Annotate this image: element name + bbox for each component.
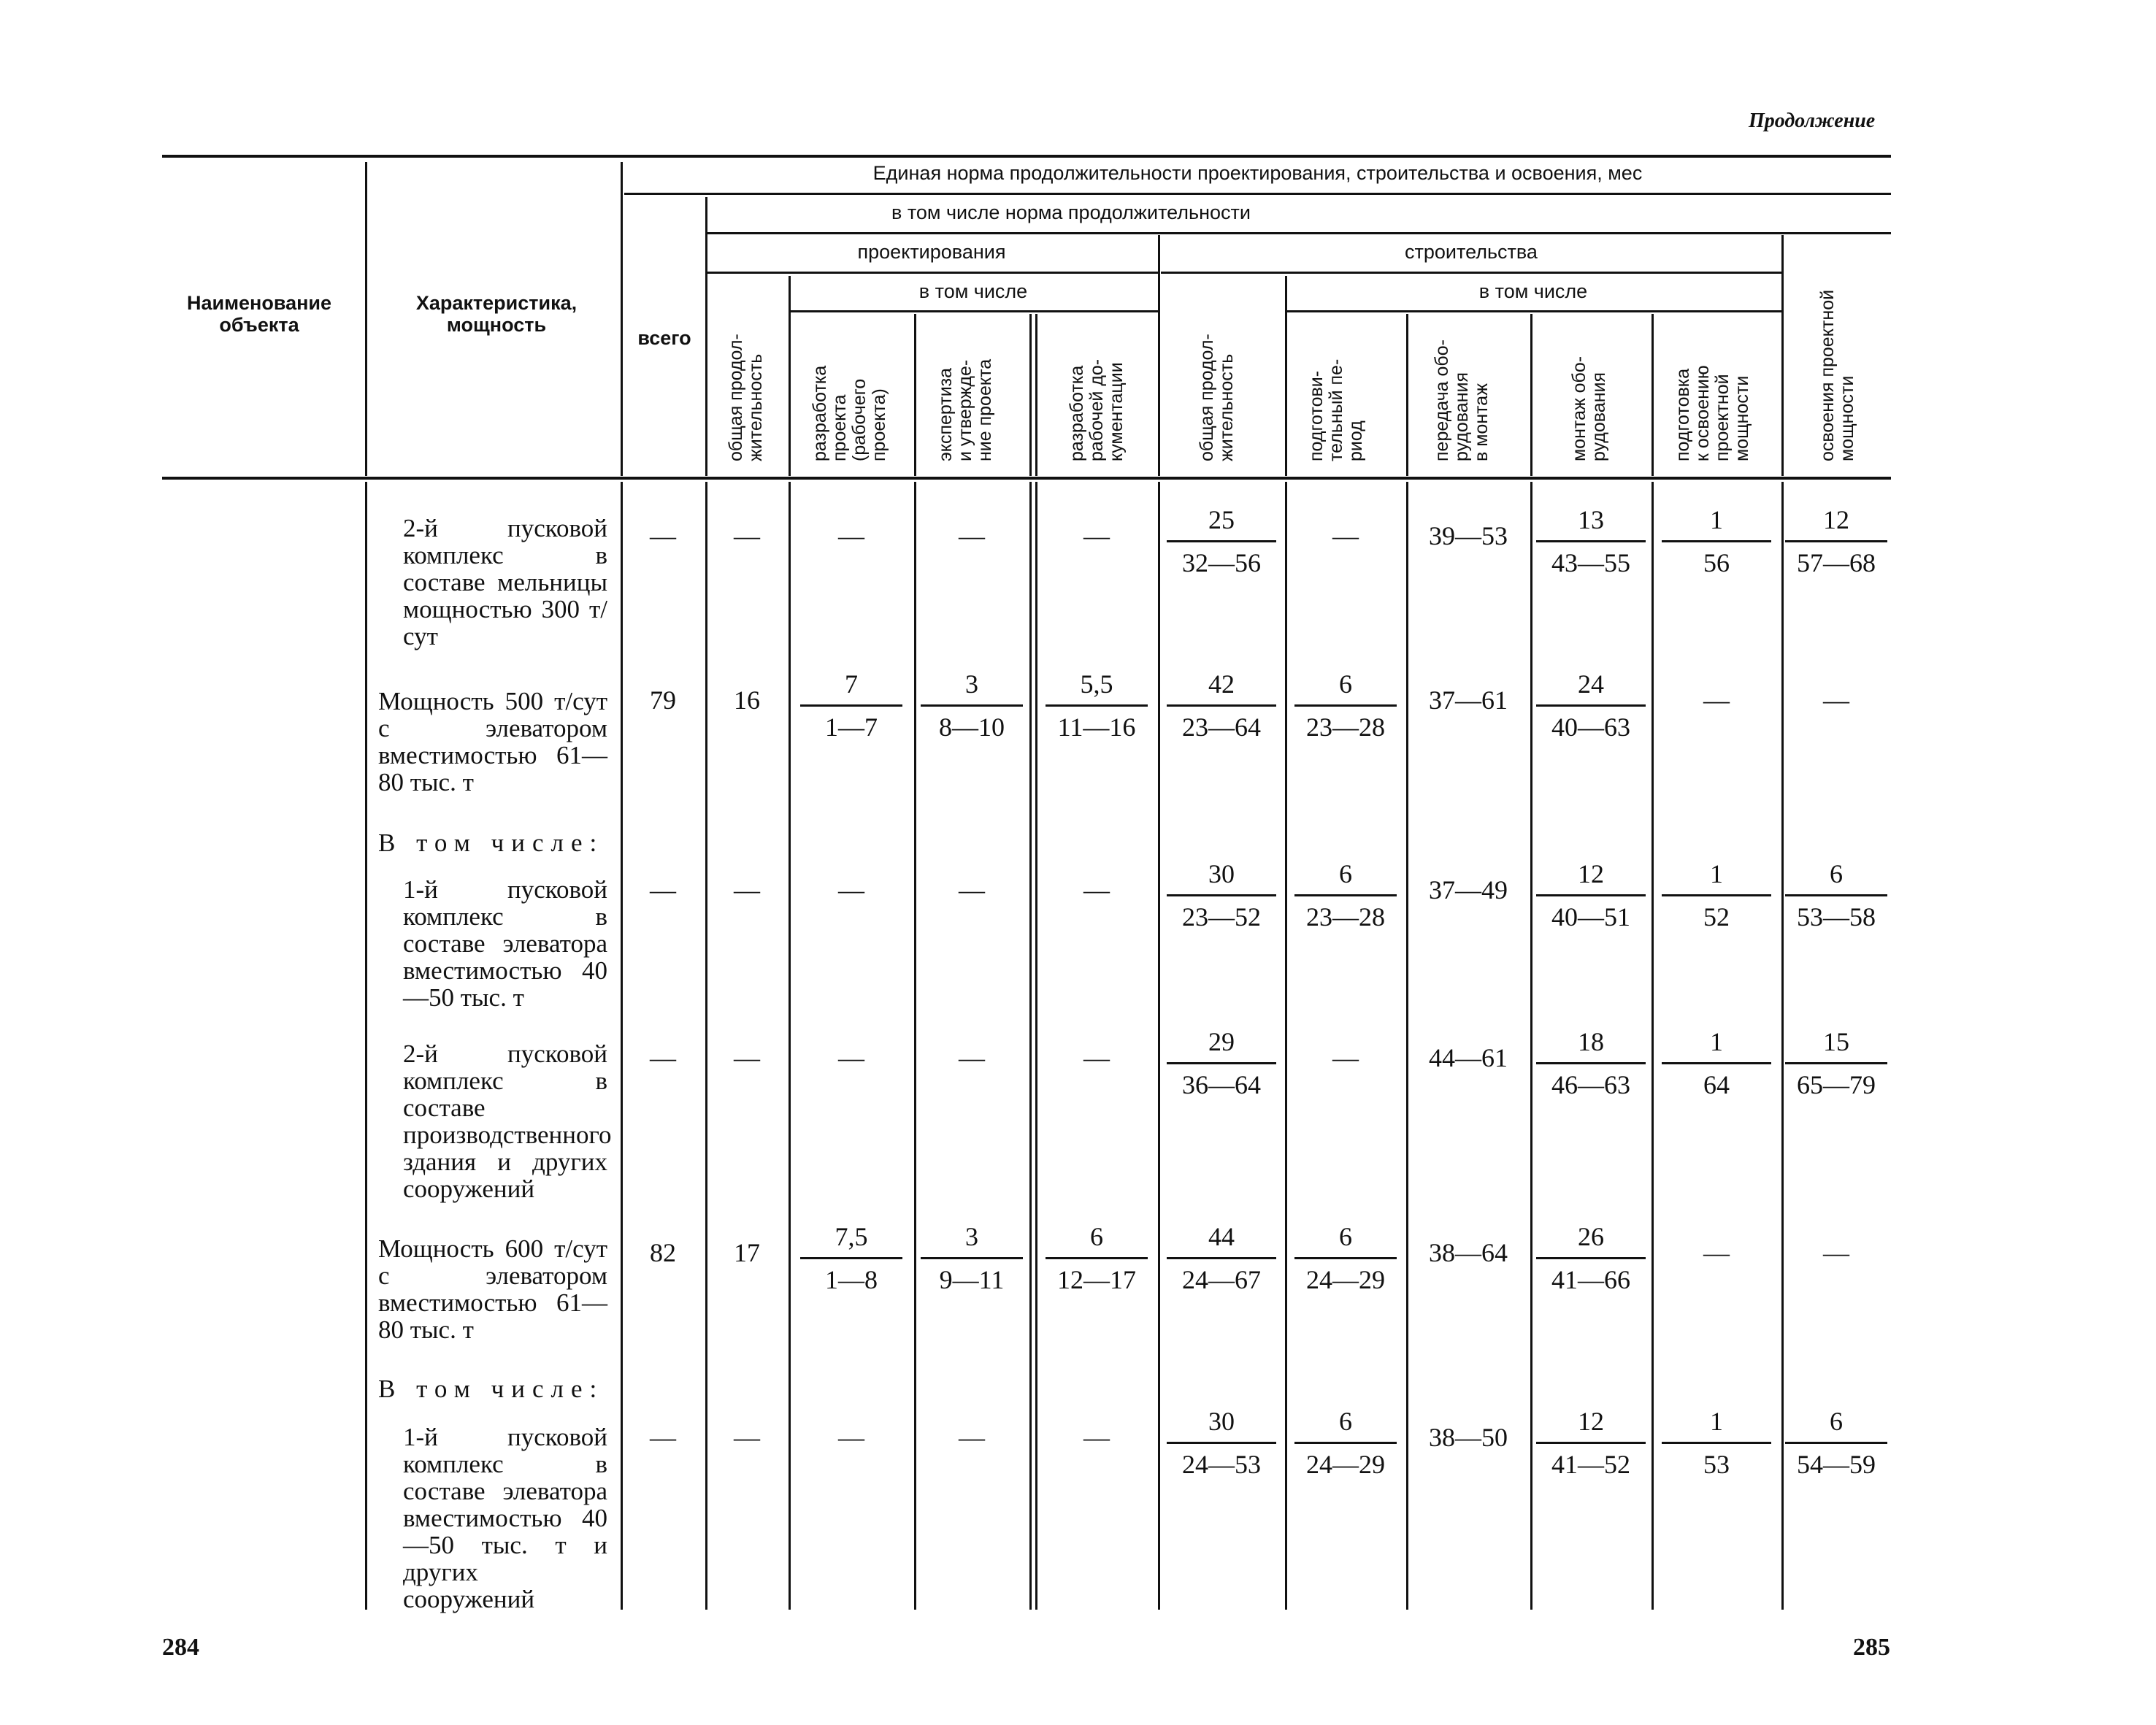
row-description: 2-й пусковой комплекс в составе производственного здания и других сооружений [403, 1040, 612, 1203]
value-cell: — [838, 875, 864, 904]
fraction-bar [1536, 540, 1646, 542]
value-cell: — [1823, 1238, 1849, 1267]
fraction-cell: 3 8—10 [921, 669, 1023, 742]
fraction-cell: 44 24—67 [1167, 1222, 1276, 1294]
col-header-expertise: экспертиза и утвержде- ние проекта [935, 358, 995, 461]
value-cell: — [650, 1423, 676, 1452]
header-rule-design [705, 272, 1158, 274]
col-header-equip-install: монтаж обо- рудования [1569, 356, 1609, 461]
col-header-constr-total: общая продол- жительность [1197, 334, 1237, 461]
value-cell: — [1703, 685, 1730, 715]
fraction-bar [1536, 1257, 1646, 1259]
fraction-cell: 7,5 1—8 [800, 1222, 902, 1294]
fraction-cell: 30 23—52 [1167, 859, 1276, 931]
fraction-bar [1167, 704, 1276, 707]
fraction-cell: 6 53—58 [1785, 859, 1887, 931]
fraction-bar [1294, 1257, 1397, 1259]
fraction-bar [1167, 1062, 1276, 1064]
value-cell: — [734, 875, 760, 904]
header-bottom-rule [162, 477, 1891, 480]
value-cell: — [959, 875, 985, 904]
fraction-bar [1046, 1257, 1148, 1259]
header-name: Наименование объекта [186, 292, 332, 336]
value-cell: 38—64 [1429, 1238, 1508, 1267]
fraction-cell: 5,5 11—16 [1046, 669, 1148, 742]
value-cell: — [959, 1043, 985, 1072]
value-cell: — [959, 521, 985, 550]
col-header-preparatory: подготови- тельный пе- риод [1306, 358, 1366, 461]
fraction-cell: 1 56 [1662, 505, 1771, 577]
fraction-cell: 6 24—29 [1294, 1407, 1397, 1479]
value-cell: — [650, 521, 676, 550]
fraction-cell: 6 54—59 [1785, 1407, 1887, 1479]
fraction-cell: 12 57—68 [1785, 505, 1887, 577]
fraction-cell: 6 23—28 [1294, 669, 1397, 742]
fraction-bar [921, 704, 1023, 707]
fraction-bar [1294, 1442, 1397, 1444]
fraction-bar [800, 1257, 902, 1259]
fraction-cell: 1 52 [1662, 859, 1771, 931]
value-cell: 44—61 [1429, 1043, 1508, 1072]
value-cell: — [1703, 1238, 1730, 1267]
value-cell: — [734, 1423, 760, 1452]
value-cell: — [650, 875, 676, 904]
value-cell: 37—61 [1429, 685, 1508, 715]
fraction-cell: 42 23—64 [1167, 669, 1276, 742]
fraction-cell: 26 41—66 [1536, 1222, 1646, 1294]
fraction-bar [800, 704, 902, 707]
fraction-cell: 3 9—11 [921, 1222, 1023, 1294]
fraction-bar [1046, 704, 1148, 707]
fraction-cell: 12 41—52 [1536, 1407, 1646, 1479]
fraction-bar [1167, 894, 1276, 896]
value-cell: — [1083, 1043, 1110, 1072]
header-incl-norm: в том числе норма продолжительности [891, 201, 1251, 223]
value-cell: 79 [650, 685, 676, 715]
fraction-bar [1662, 1442, 1771, 1444]
fraction-cell: 30 24—53 [1167, 1407, 1276, 1479]
value-cell: — [1083, 1423, 1110, 1452]
row-description: Мощность 500 т/сут с элеватором вместимостью 61—80 тыс. т [378, 687, 607, 796]
value-cell: — [734, 1043, 760, 1072]
fraction-bar [1785, 1062, 1887, 1064]
value-cell: 17 [734, 1238, 760, 1267]
value-cell: — [959, 1423, 985, 1452]
col-header-working-docs: разработка рабочей до- кументации [1067, 358, 1127, 461]
fraction-bar [1294, 894, 1397, 896]
header-rule-1 [624, 193, 1891, 195]
fraction-bar [1536, 1062, 1646, 1064]
value-cell: — [838, 521, 864, 550]
header-top: Единая норма продолжительности проектирования, строительства и освоения, мес [872, 162, 1643, 184]
header-design-incl: в том числе [918, 280, 1028, 302]
page-number-right: 285 [1853, 1634, 1890, 1661]
fraction-bar [1785, 894, 1887, 896]
fraction-bar [1167, 1442, 1276, 1444]
continuation-label: Продолжение [1749, 110, 1876, 132]
value-cell: — [1332, 1043, 1359, 1072]
fraction-cell: 24 40—63 [1536, 669, 1646, 742]
fraction-bar [1662, 540, 1771, 542]
fraction-cell: 15 65—79 [1785, 1027, 1887, 1099]
fraction-bar [1536, 1442, 1646, 1444]
header-design: проектирования [857, 241, 1006, 263]
fraction-bar [1785, 540, 1887, 542]
fraction-bar [1662, 1062, 1771, 1064]
header-construction-incl: в том числе [1478, 280, 1588, 302]
col-header-equip-transfer: передача обо- рудования в монтаж [1432, 339, 1492, 461]
fraction-bar [1167, 540, 1276, 542]
header-top-rule [162, 155, 1891, 158]
fraction-cell: 6 12—17 [1046, 1222, 1148, 1294]
value-cell: 39—53 [1429, 521, 1508, 550]
header-rule-construction [1161, 272, 1781, 274]
value-cell: 16 [734, 685, 760, 715]
value-cell: — [1332, 521, 1359, 550]
header-construction: строительства [1405, 241, 1538, 263]
header-rule-constr-incl [1285, 310, 1781, 312]
fraction-cell: 1 53 [1662, 1407, 1771, 1479]
value-cell: 82 [650, 1238, 676, 1267]
col-header-design-total: общая продол- жительность [726, 334, 766, 461]
fraction-cell: 13 43—55 [1536, 505, 1646, 577]
fraction-cell: 18 46—63 [1536, 1027, 1646, 1099]
fraction-cell: 1 64 [1662, 1027, 1771, 1099]
fraction-bar [1662, 894, 1771, 896]
col-header-mastering: освоения проектной мощности [1817, 289, 1857, 461]
fraction-bar [1536, 704, 1646, 707]
value-cell: — [838, 1423, 864, 1452]
value-cell: — [838, 1043, 864, 1072]
fraction-bar [1294, 704, 1397, 707]
value-cell: 38—50 [1429, 1423, 1508, 1452]
value-cell: — [1823, 685, 1849, 715]
col-header-project-dev: разработка проекта (рабочего проекта) [810, 365, 889, 461]
fraction-cell: 6 23—28 [1294, 859, 1397, 931]
row-description: 1-й пусковой комплекс в составе элеватора вместимостью 40—50 тыс. т [403, 875, 607, 1012]
value-cell: — [734, 521, 760, 550]
including-label: В том числе: [378, 1375, 605, 1403]
header-characteristic: Характеристика, мощность [415, 292, 578, 336]
value-cell: 37—49 [1429, 875, 1508, 904]
fraction-bar [1785, 1442, 1887, 1444]
value-cell: — [650, 1043, 676, 1072]
including-label: В том числе: [378, 829, 605, 857]
row-description: 2-й пусковой комплекс в составе мельницы мощностью 300 т/сут [403, 514, 607, 650]
header-rule-2 [705, 232, 1891, 234]
fraction-cell: 7 1—7 [800, 669, 902, 742]
row-description: Мощность 600 т/сут с элеватором вместимостью 61—80 тыс. т [378, 1234, 607, 1344]
fraction-cell: 29 36—64 [1167, 1027, 1276, 1099]
fraction-bar [921, 1257, 1023, 1259]
fraction-cell: 12 40—51 [1536, 859, 1646, 931]
value-cell: — [1083, 521, 1110, 550]
fraction-bar [1167, 1257, 1276, 1259]
header-rule-design-incl [789, 310, 1158, 312]
value-cell: — [1083, 875, 1110, 904]
col-header-prep-mastering: подготовка к освоению проектной мощности [1673, 365, 1752, 461]
header-total: всего [637, 327, 691, 349]
row-description: 1-й пусковой комплекс в составе элеватора вместимостью 40—50 тыс. т и других сооружений [403, 1423, 607, 1613]
fraction-cell: 25 32—56 [1167, 505, 1276, 577]
fraction-bar [1536, 894, 1646, 896]
fraction-cell: 6 24—29 [1294, 1222, 1397, 1294]
page-number-left: 284 [162, 1634, 199, 1661]
